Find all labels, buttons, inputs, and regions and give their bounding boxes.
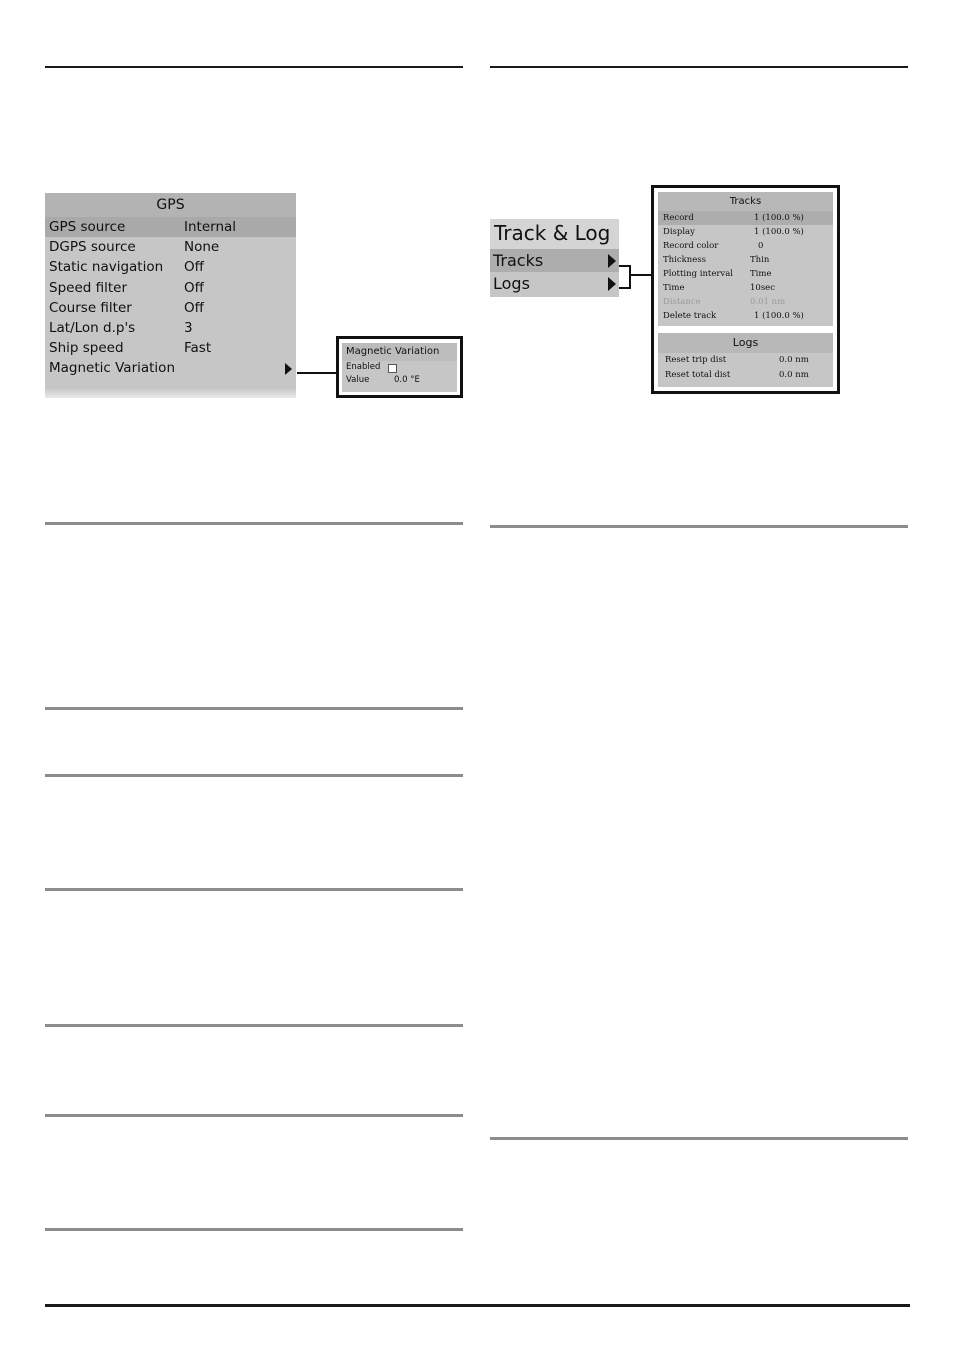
menu-item-value: Thin bbox=[750, 255, 770, 265]
menu-item-value: Time bbox=[750, 269, 772, 279]
menu-item-value: 0 bbox=[758, 241, 764, 251]
section-divider bbox=[490, 1137, 908, 1140]
menu-item-label: Reset total dist bbox=[665, 370, 731, 380]
logs-item-reset-total[interactable] bbox=[658, 368, 833, 383]
tracks-logs-callout bbox=[651, 185, 840, 394]
footer-rule bbox=[45, 1304, 910, 1307]
menu-item-label: Record color bbox=[663, 241, 719, 251]
section-divider bbox=[45, 707, 463, 710]
submenu-arrow-icon[interactable] bbox=[285, 363, 292, 375]
logs-item-reset-trip[interactable] bbox=[658, 353, 833, 368]
magnetic-variation-submenu bbox=[342, 343, 457, 392]
top-rule-left bbox=[45, 66, 463, 68]
track-log-menu bbox=[490, 219, 619, 297]
menu-item-value: Internal bbox=[184, 219, 237, 235]
menu-item-label: Plotting interval bbox=[663, 269, 734, 279]
menu-item-lat-lon-dps[interactable] bbox=[45, 318, 296, 338]
tracks-item-distance bbox=[658, 295, 833, 309]
gps-menu-title: GPS bbox=[45, 193, 296, 217]
section-divider bbox=[490, 525, 908, 528]
gps-menu bbox=[45, 193, 296, 398]
menu-item-value: 1 (100.0 %) bbox=[754, 311, 804, 321]
menu-item-speed-filter[interactable] bbox=[45, 278, 296, 298]
submenu-title: Logs bbox=[658, 333, 833, 353]
callout-bracket bbox=[619, 265, 631, 289]
menu-item-value: Off bbox=[184, 259, 204, 276]
menu-item-dgps-source[interactable] bbox=[45, 237, 296, 257]
mv-enabled-row[interactable] bbox=[342, 361, 457, 374]
menu-item-value: 0.01 nm bbox=[750, 297, 786, 307]
menu-item-value: 3 bbox=[184, 319, 193, 336]
menu-item-value: None bbox=[184, 239, 220, 256]
menu-item-label: DGPS source bbox=[49, 239, 136, 256]
menu-item-gps-source[interactable] bbox=[45, 217, 296, 237]
menu-item-value: 10sec bbox=[750, 283, 775, 293]
menu-item-static-navigation[interactable] bbox=[45, 257, 296, 277]
menu-item-value: 0.0 nm bbox=[779, 370, 809, 380]
callout-line bbox=[629, 274, 651, 276]
mv-value: 0.0 °E bbox=[394, 375, 420, 385]
tracks-submenu bbox=[658, 192, 833, 326]
tracks-item-record[interactable] bbox=[658, 211, 833, 225]
menu-fade bbox=[45, 388, 296, 398]
section-divider bbox=[45, 774, 463, 777]
menu-item-label: Display bbox=[663, 227, 695, 237]
tracks-item-plotting-interval[interactable] bbox=[658, 267, 833, 281]
mv-enabled-label: Enabled bbox=[346, 362, 381, 372]
submenu-title: Magnetic Variation bbox=[342, 343, 457, 361]
menu-item-magnetic-variation[interactable] bbox=[45, 358, 296, 378]
mv-value-row[interactable] bbox=[342, 374, 457, 387]
menu-item-value: 0.0 nm bbox=[779, 355, 809, 365]
track-log-title: Track & Log bbox=[490, 219, 619, 249]
mv-enabled-checkbox[interactable] bbox=[388, 364, 397, 373]
section-divider bbox=[45, 522, 463, 525]
tracks-item-display[interactable] bbox=[658, 225, 833, 239]
menu-item-course-filter[interactable] bbox=[45, 298, 296, 318]
menu-item-label: Time bbox=[663, 283, 685, 293]
menu-item-label: Logs bbox=[493, 274, 530, 293]
menu-item-label: Reset trip dist bbox=[665, 355, 727, 365]
menu-item-label: Delete track bbox=[663, 311, 717, 321]
menu-item-label: Speed filter bbox=[49, 279, 128, 296]
tracks-item-time[interactable] bbox=[658, 281, 833, 295]
submenu-title: Tracks bbox=[658, 192, 833, 211]
section-divider bbox=[45, 1114, 463, 1117]
magnetic-variation-callout bbox=[336, 336, 463, 398]
menu-item-label: Tracks bbox=[493, 251, 544, 270]
section-divider bbox=[45, 888, 463, 891]
menu-item-value: 1 (100.0 %) bbox=[754, 213, 804, 223]
menu-item-label: Course filter bbox=[49, 299, 132, 316]
tracks-item-record-color[interactable] bbox=[658, 239, 833, 253]
menu-item-value: Off bbox=[184, 299, 204, 316]
callout-line bbox=[297, 372, 337, 374]
submenu-arrow-icon[interactable] bbox=[608, 277, 616, 291]
tracks-item-delete-track[interactable] bbox=[658, 309, 833, 323]
submenu-arrow-icon[interactable] bbox=[608, 254, 616, 268]
section-divider bbox=[45, 1024, 463, 1027]
menu-item-label: Distance bbox=[663, 297, 701, 307]
menu-item-value: Fast bbox=[184, 340, 212, 357]
menu-item-label: GPS source bbox=[49, 219, 126, 235]
menu-item-label: Magnetic Variation bbox=[49, 360, 176, 377]
menu-item-logs[interactable] bbox=[490, 272, 619, 295]
logs-submenu bbox=[658, 333, 833, 387]
menu-item-tracks[interactable] bbox=[490, 249, 619, 272]
menu-item-label: Ship speed bbox=[49, 340, 124, 357]
section-divider bbox=[45, 1228, 463, 1231]
tracks-item-thickness[interactable] bbox=[658, 253, 833, 267]
menu-item-label: Thickness bbox=[663, 255, 707, 265]
menu-item-value: Off bbox=[184, 279, 204, 296]
mv-value-label: Value bbox=[346, 375, 370, 385]
menu-item-ship-speed[interactable] bbox=[45, 338, 296, 358]
menu-item-label: Static navigation bbox=[49, 259, 164, 276]
menu-item-value: 1 (100.0 %) bbox=[754, 227, 804, 237]
top-rule-right bbox=[490, 66, 908, 68]
menu-item-label: Lat/Lon d.p's bbox=[49, 319, 136, 336]
menu-item-label: Record bbox=[663, 213, 694, 223]
